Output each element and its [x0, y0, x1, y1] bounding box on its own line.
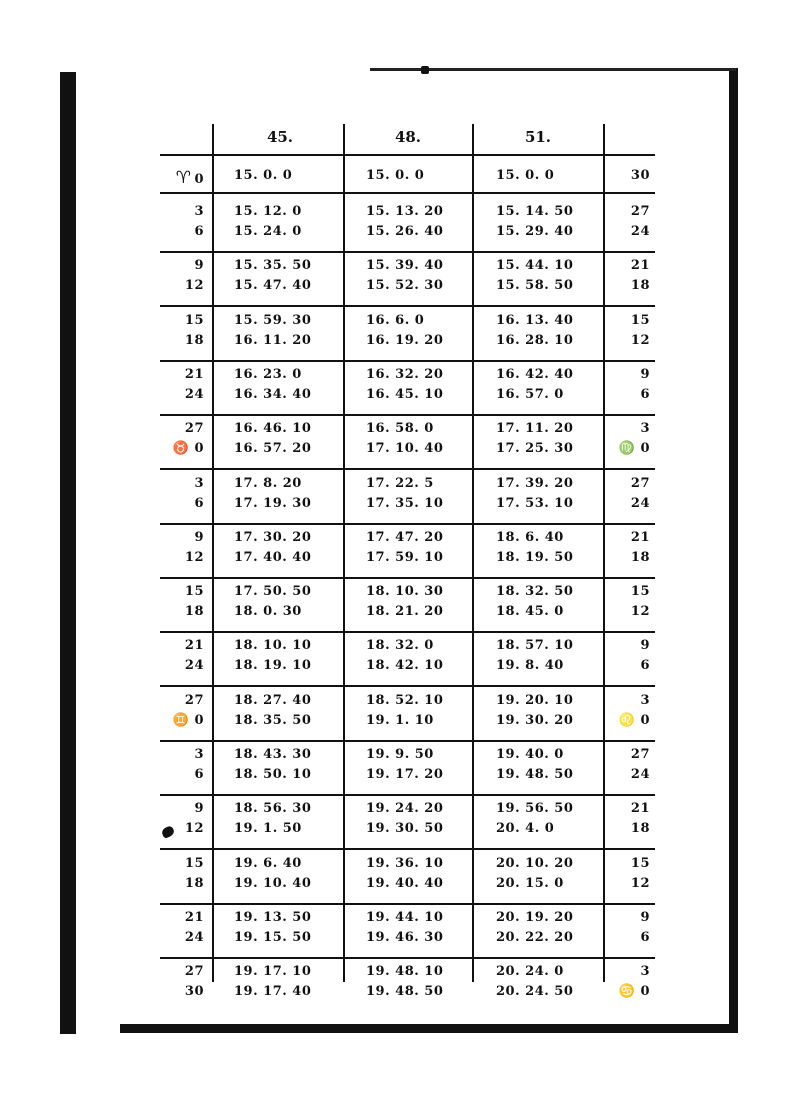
- cell-45: 19. 13. 50: [234, 910, 312, 925]
- cell-45: 19. 17. 40: [234, 984, 312, 999]
- cell-48: 19. 30. 50: [366, 821, 444, 836]
- cell-48: 19. 48. 50: [366, 984, 444, 999]
- cell-51: 18. 45. 0: [496, 604, 564, 619]
- rule: [160, 251, 655, 253]
- cell-48: 16. 6. 0: [366, 313, 425, 328]
- cell-51: 20. 10. 20: [496, 856, 574, 871]
- cell-51: 15. 44. 10: [496, 258, 574, 273]
- table-row: [160, 910, 655, 950]
- cell-48: 17. 10. 40: [366, 441, 444, 456]
- left-degree: 3: [194, 204, 204, 219]
- right-degree: 6: [640, 387, 650, 402]
- left-degree: 24: [184, 658, 204, 673]
- cell-51: 20. 4. 0: [496, 821, 555, 836]
- aries-icon: ♈: [175, 168, 192, 188]
- table-header: [160, 124, 655, 152]
- cell-51: 19. 48. 50: [496, 767, 574, 782]
- cell-45: 15. 47. 40: [234, 278, 312, 293]
- cell-48: 19. 46. 30: [366, 930, 444, 945]
- left-degree: 6: [194, 496, 204, 511]
- header-51: 51.: [524, 128, 552, 146]
- ink-mark: [421, 66, 429, 74]
- left-degree: 27: [184, 964, 204, 979]
- table-row: [160, 367, 655, 407]
- table-row: [160, 964, 655, 1004]
- left-degree: 12: [184, 550, 204, 565]
- table-row: [160, 584, 655, 624]
- cell-48: 19. 40. 40: [366, 876, 444, 891]
- cell-45: 19. 10. 40: [234, 876, 312, 891]
- left-degree: ♉ 0: [172, 441, 204, 456]
- cell-45: 15. 35. 50: [234, 258, 312, 273]
- rule: [160, 957, 655, 959]
- right-degree: 24: [630, 767, 650, 782]
- cell-45: 17. 50. 50: [234, 584, 312, 599]
- cell-51: 20. 19. 20: [496, 910, 574, 925]
- left-degree: 15: [184, 856, 204, 871]
- left-degree: 6: [194, 767, 204, 782]
- cell-51: 19. 8. 40: [496, 658, 564, 673]
- cell-45: 18. 50. 10: [234, 767, 312, 782]
- cell-51: 20. 15. 0: [496, 876, 564, 891]
- right-degree: 9: [640, 638, 650, 653]
- rule: [160, 577, 655, 579]
- left-degree: 12: [184, 278, 204, 293]
- cell-48: 15. 0. 0: [366, 168, 425, 183]
- cell-51: 18. 32. 50: [496, 584, 574, 599]
- table-row: ♈ 0 15. 0. 0 15. 0. 0 15. 0. 0 30: [175, 168, 650, 188]
- left-degree: 9: [194, 801, 204, 816]
- cell-45: 15. 24. 0: [234, 224, 302, 239]
- rule: [160, 154, 655, 156]
- right-degree: 30: [630, 168, 650, 183]
- cell-51: 19. 56. 50: [496, 801, 574, 816]
- cell-48: 18. 32. 0: [366, 638, 434, 653]
- cell-48: 19. 36. 10: [366, 856, 444, 871]
- cell-51: 18. 6. 40: [496, 530, 564, 545]
- cell-45: 18. 19. 10: [234, 658, 312, 673]
- rule: [160, 360, 655, 362]
- cell-51: 19. 40. 0: [496, 747, 564, 762]
- cell-45: 19. 6. 40: [234, 856, 302, 871]
- right-degree: 27: [630, 204, 650, 219]
- table-row: [160, 638, 655, 678]
- right-degree: 9: [640, 367, 650, 382]
- cell-51: 18. 19. 50: [496, 550, 574, 565]
- rule: [160, 794, 655, 796]
- cell-48: 15. 39. 40: [366, 258, 444, 273]
- right-degree: 18: [630, 821, 650, 836]
- cell-51: 17. 11. 20: [496, 421, 574, 436]
- header-48: 48.: [394, 128, 422, 146]
- cell-45: 16. 57. 20: [234, 441, 312, 456]
- left-degree: 21: [184, 367, 204, 382]
- left-degree: 3: [194, 747, 204, 762]
- cell-48: 18. 42. 10: [366, 658, 444, 673]
- cell-51: 17. 39. 20: [496, 476, 574, 491]
- left-degree: 24: [184, 387, 204, 402]
- right-degree: 21: [630, 530, 650, 545]
- left-degree: 9: [194, 258, 204, 273]
- right-degree: 12: [630, 876, 650, 891]
- cell-48: 17. 22. 5: [366, 476, 434, 491]
- cell-45: 19. 15. 50: [234, 930, 312, 945]
- left-degree: 27: [184, 693, 204, 708]
- right-degree: 24: [630, 496, 650, 511]
- cell-48: 15. 26. 40: [366, 224, 444, 239]
- cell-48: 17. 35. 10: [366, 496, 444, 511]
- cell-45: 19. 17. 10: [234, 964, 312, 979]
- table-row: [160, 801, 655, 841]
- cell-45: 15. 59. 30: [234, 313, 312, 328]
- cell-48: 18. 21. 20: [366, 604, 444, 619]
- right-degree: 6: [640, 930, 650, 945]
- left-degree: 12: [184, 821, 204, 836]
- table-row: [160, 204, 655, 244]
- left-degree: 27: [184, 421, 204, 436]
- table-row: [160, 747, 655, 787]
- right-degree: 3: [640, 693, 650, 708]
- cell-45: 19. 1. 50: [234, 821, 302, 836]
- left-degree: 30: [184, 984, 204, 999]
- rule: [160, 305, 655, 307]
- right-degree: 9: [640, 910, 650, 925]
- table-row: [160, 476, 655, 516]
- left-degree: 15: [184, 584, 204, 599]
- right-degree: 15: [630, 856, 650, 871]
- cell-48: 16. 32. 20: [366, 367, 444, 382]
- cell-45: 18. 0. 30: [234, 604, 302, 619]
- cell-45: 16. 11. 20: [234, 333, 312, 348]
- cell-51: 15. 0. 0: [496, 168, 555, 183]
- cell-48: 19. 48. 10: [366, 964, 444, 979]
- left-degree: 21: [184, 638, 204, 653]
- right-degree: 3: [640, 964, 650, 979]
- cell-45: 18. 43. 30: [234, 747, 312, 762]
- cell-51: 15. 58. 50: [496, 278, 574, 293]
- right-degree: 18: [630, 278, 650, 293]
- astronomical-table: [160, 124, 655, 999]
- cell-48: 15. 52. 30: [366, 278, 444, 293]
- cell-45: 15. 0. 0: [234, 168, 293, 183]
- rule: [160, 523, 655, 525]
- page-spine-shadow: [60, 72, 76, 1034]
- cell-45: 18. 35. 50: [234, 713, 312, 728]
- cell-45: 18. 10. 10: [234, 638, 312, 653]
- right-degree: 15: [630, 313, 650, 328]
- cell-45: 18. 56. 30: [234, 801, 312, 816]
- table-row: [160, 856, 655, 896]
- cell-45: 16. 23. 0: [234, 367, 302, 382]
- right-degree: ♍ 0: [618, 441, 650, 456]
- right-degree: 24: [630, 224, 650, 239]
- cell-48: 16. 58. 0: [366, 421, 434, 436]
- right-degree: 6: [640, 658, 650, 673]
- page-bottom-edge: [120, 1024, 738, 1033]
- rule: [160, 192, 655, 194]
- right-degree: 12: [630, 604, 650, 619]
- left-degree: 24: [184, 930, 204, 945]
- right-degree: 15: [630, 584, 650, 599]
- left-degree: 6: [194, 224, 204, 239]
- cell-48: 19. 44. 10: [366, 910, 444, 925]
- cell-48: 15. 13. 20: [366, 204, 444, 219]
- table-row: [160, 421, 655, 461]
- cell-51: 20. 24. 50: [496, 984, 574, 999]
- cell-48: 16. 45. 10: [366, 387, 444, 402]
- cell-45: 18. 27. 40: [234, 693, 312, 708]
- left-degree: 15: [184, 313, 204, 328]
- right-degree: 27: [630, 476, 650, 491]
- cell-51: 19. 20. 10: [496, 693, 574, 708]
- table-row: [160, 693, 655, 733]
- rule: [160, 468, 655, 470]
- left-degree: 9: [194, 530, 204, 545]
- cell-48: 19. 1. 10: [366, 713, 434, 728]
- right-degree: 27: [630, 747, 650, 762]
- cell-51: 16. 42. 40: [496, 367, 574, 382]
- cell-48: 17. 59. 10: [366, 550, 444, 565]
- cell-51: 15. 14. 50: [496, 204, 574, 219]
- cell-45: 16. 34. 40: [234, 387, 312, 402]
- cell-48: 19. 9. 50: [366, 747, 434, 762]
- cell-48: 16. 19. 20: [366, 333, 444, 348]
- cell-48: 18. 10. 30: [366, 584, 444, 599]
- right-degree: ♋ 0: [618, 984, 650, 999]
- cell-51: 18. 57. 10: [496, 638, 574, 653]
- left-degree: 18: [184, 876, 204, 891]
- rule: [160, 631, 655, 633]
- cell-51: 17. 53. 10: [496, 496, 574, 511]
- cell-45: 17. 19. 30: [234, 496, 312, 511]
- right-degree: 21: [630, 258, 650, 273]
- cell-51: 16. 57. 0: [496, 387, 564, 402]
- cell-51: 17. 25. 30: [496, 441, 574, 456]
- right-degree: ♌ 0: [618, 713, 650, 728]
- cell-51: 16. 28. 10: [496, 333, 574, 348]
- cell-51: 16. 13. 40: [496, 313, 574, 328]
- cell-48: 19. 17. 20: [366, 767, 444, 782]
- right-degree: 18: [630, 550, 650, 565]
- cell-45: 15. 12. 0: [234, 204, 302, 219]
- table-row: [160, 313, 655, 353]
- cell-51: 20. 22. 20: [496, 930, 574, 945]
- cell-51: 15. 29. 40: [496, 224, 574, 239]
- cell-48: 18. 52. 10: [366, 693, 444, 708]
- cell-48: 17. 47. 20: [366, 530, 444, 545]
- right-degree: 21: [630, 801, 650, 816]
- table-row: [160, 530, 655, 570]
- cell-45: 17. 8. 20: [234, 476, 302, 491]
- cell-45: 17. 40. 40: [234, 550, 312, 565]
- cell-51: 19. 30. 20: [496, 713, 574, 728]
- rule: [160, 414, 655, 416]
- table-row: [160, 258, 655, 298]
- rule: [160, 848, 655, 850]
- rule: [160, 740, 655, 742]
- cell-51: 20. 24. 0: [496, 964, 564, 979]
- left-degree: ♊ 0: [172, 713, 204, 728]
- cell-45: 17. 30. 20: [234, 530, 312, 545]
- rule: [160, 903, 655, 905]
- header-45: 45.: [266, 128, 294, 146]
- left-degree: 3: [194, 476, 204, 491]
- page-right-edge: [729, 68, 738, 1030]
- cell-48: 19. 24. 20: [366, 801, 444, 816]
- left-degree: 21: [184, 910, 204, 925]
- left-degree: 18: [184, 604, 204, 619]
- right-degree: 3: [640, 421, 650, 436]
- cell-45: 16. 46. 10: [234, 421, 312, 436]
- right-degree: 12: [630, 333, 650, 348]
- left-degree: 18: [184, 333, 204, 348]
- rule: [160, 685, 655, 687]
